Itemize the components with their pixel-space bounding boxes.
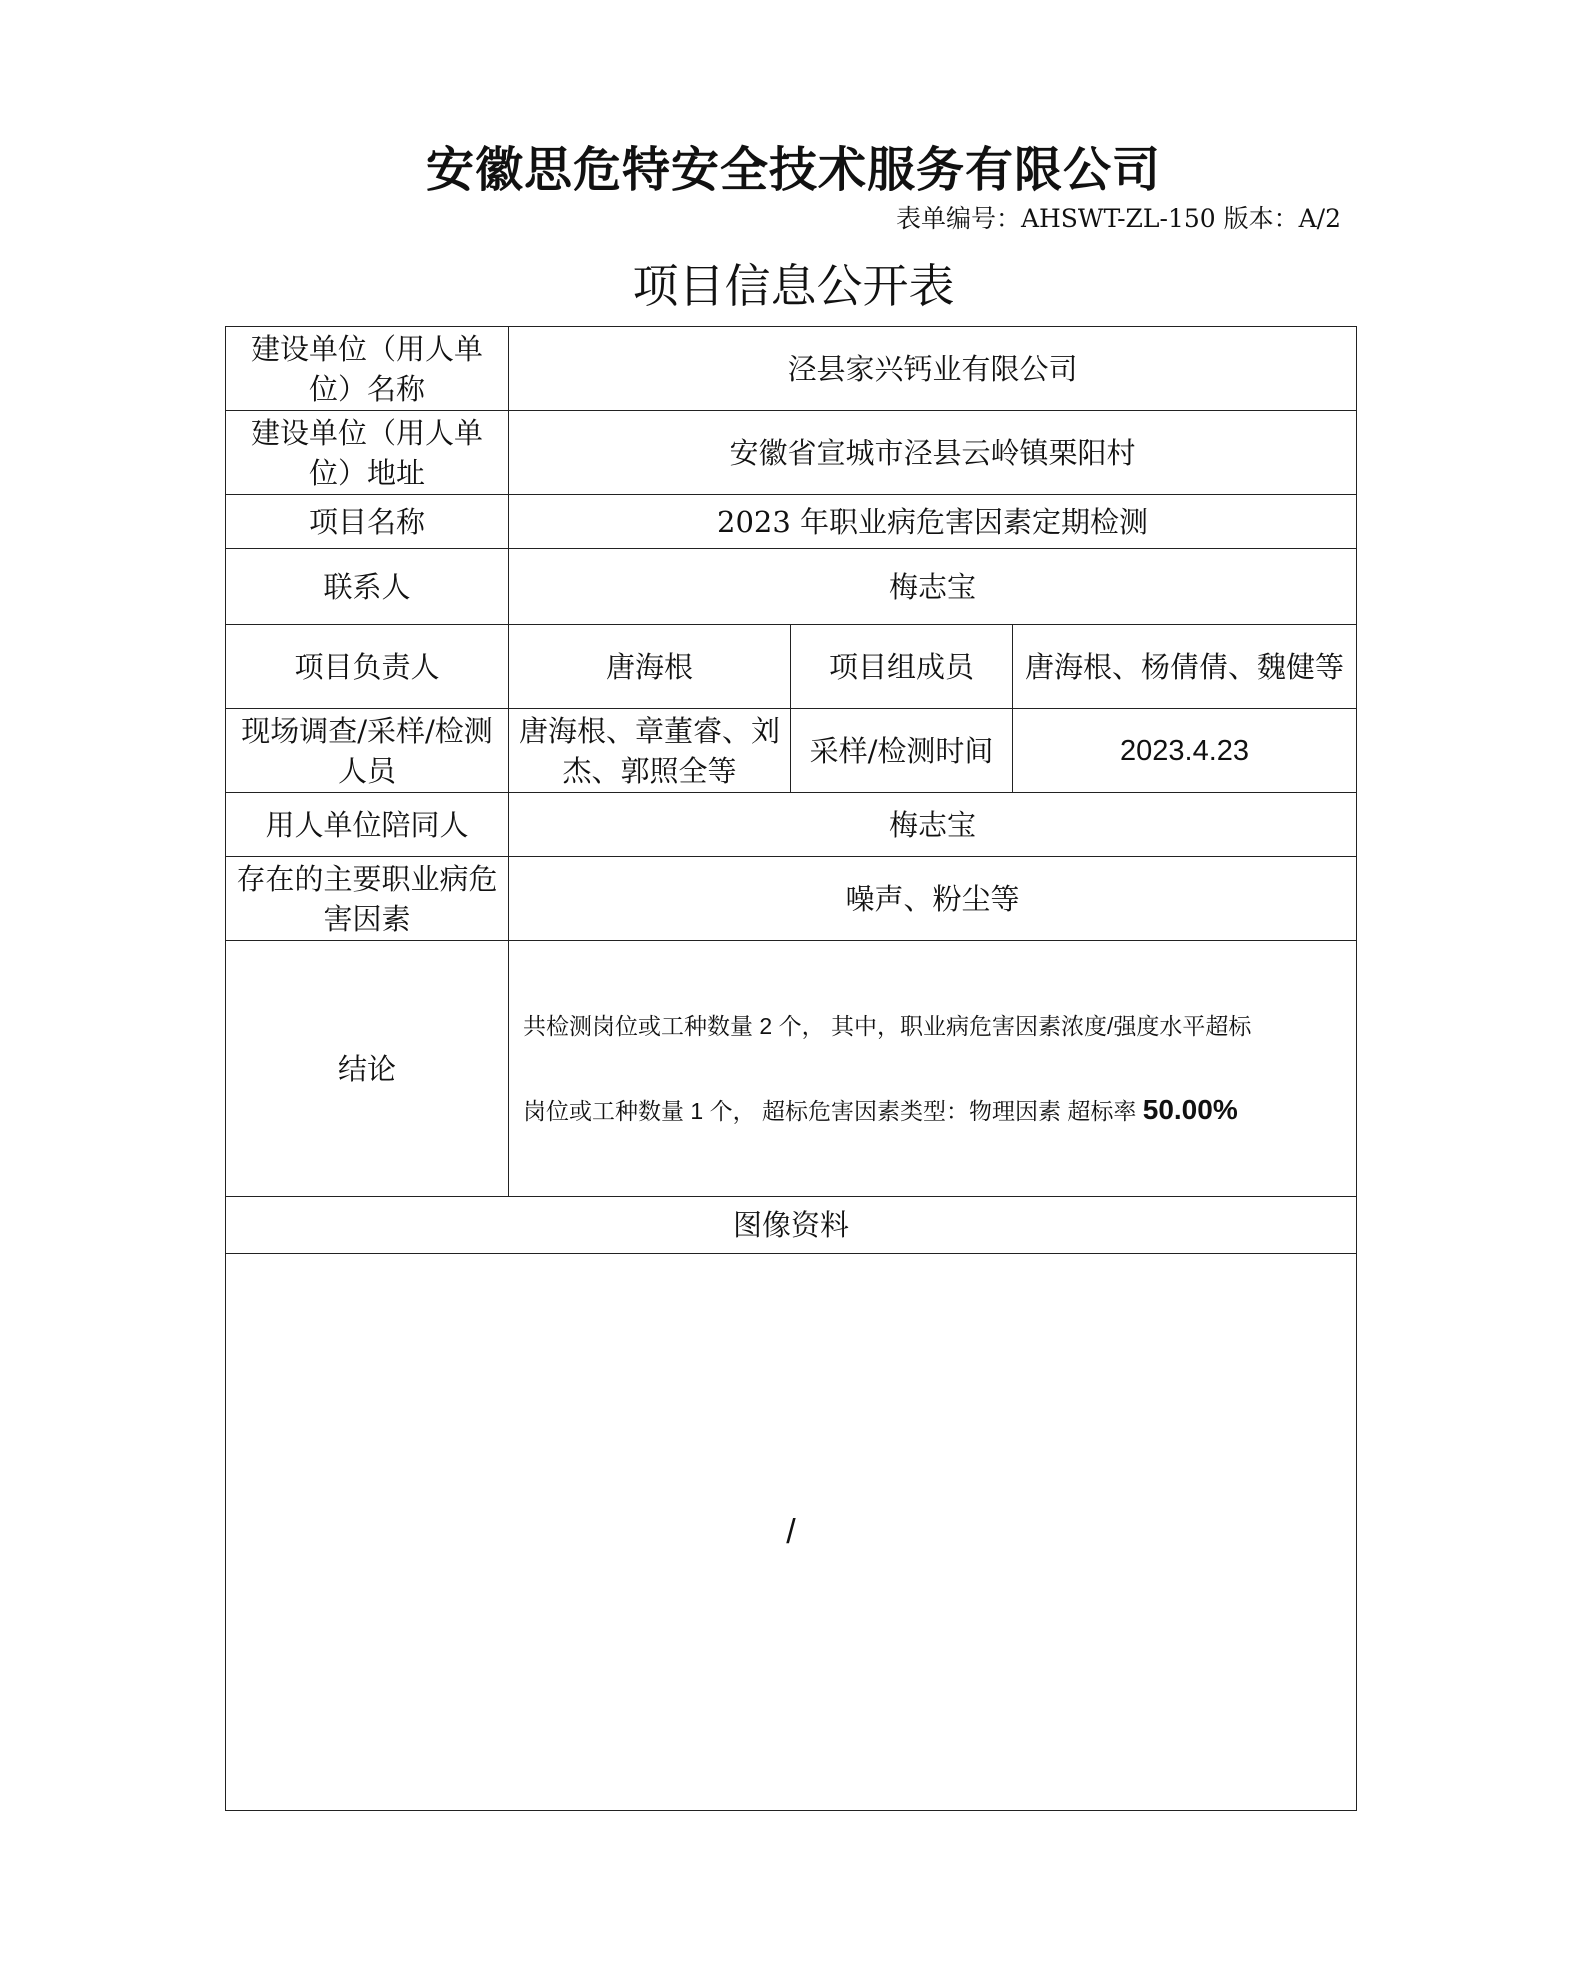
row-employer-address: [226, 411, 1357, 495]
row-conclusion: [226, 941, 1357, 1197]
row-images: [226, 1254, 1357, 1811]
sampling-time-value: 2023.4.23: [1013, 709, 1357, 793]
employer-name-value: 泾县家兴钙业有限公司: [509, 327, 1357, 411]
company-name: 安徽思危特安全技术服务有限公司: [425, 142, 1161, 198]
team-members-value: 唐海根、杨倩倩、魏健等: [1013, 625, 1357, 709]
project-info-table: [225, 326, 1357, 1811]
project-leader-value: 唐海根: [509, 625, 791, 709]
row-contact: [226, 549, 1357, 625]
conclusion-line-1: 共检测岗位或工种数量 2 个， 其中，职业病危害因素浓度/强度水平超标: [523, 1013, 1252, 1039]
team-members-label: 项目组成员: [791, 625, 1013, 709]
row-employer-name: [226, 327, 1357, 411]
images-content: /: [226, 1254, 1357, 1811]
document-title: 项目信息公开表: [632, 259, 955, 313]
row-hazards: [226, 857, 1357, 941]
employer-address-value: 安徽省宣城市泾县云岭镇栗阳村: [509, 411, 1357, 495]
conclusion-label: 结论: [226, 941, 509, 1197]
hazards-label: 存在的主要职业病危害因素: [226, 857, 509, 941]
exceed-rate: 50.00%: [1142, 1094, 1238, 1125]
conclusion-line-2: 岗位或工种数量 1 个， 超标危害因素类型：物理因素 超标率: [523, 1098, 1137, 1124]
conclusion-value: [509, 941, 1357, 1197]
row-project-team: [226, 625, 1357, 709]
employer-address-label: 建设单位（用人单位）地址: [226, 411, 509, 495]
survey-staff-value: 唐海根、章董睿、刘杰、郭照全等: [509, 709, 791, 793]
images-label: 图像资料: [226, 1197, 1357, 1254]
contact-label: 联系人: [226, 549, 509, 625]
hazards-value: 噪声、粉尘等: [509, 857, 1357, 941]
project-leader-label: 项目负责人: [226, 625, 509, 709]
sampling-time-label: 采样/检测时间: [791, 709, 1013, 793]
project-name-label: 项目名称: [226, 495, 509, 549]
project-name-value: 2023 年职业病危害因素定期检测: [509, 495, 1357, 549]
row-survey: [226, 709, 1357, 793]
escort-label: 用人单位陪同人: [226, 793, 509, 857]
row-project-name: [226, 495, 1357, 549]
employer-name-label: 建设单位（用人单位）名称: [226, 327, 509, 411]
contact-value: 梅志宝: [509, 549, 1357, 625]
survey-staff-label: 现场调查/采样/检测人员: [226, 709, 509, 793]
form-number: 表单编号：AHSWT-ZL-150 版本：A/2: [895, 204, 1341, 233]
escort-value: 梅志宝: [509, 793, 1357, 857]
row-images-header: [226, 1197, 1357, 1254]
row-escort: [226, 793, 1357, 857]
